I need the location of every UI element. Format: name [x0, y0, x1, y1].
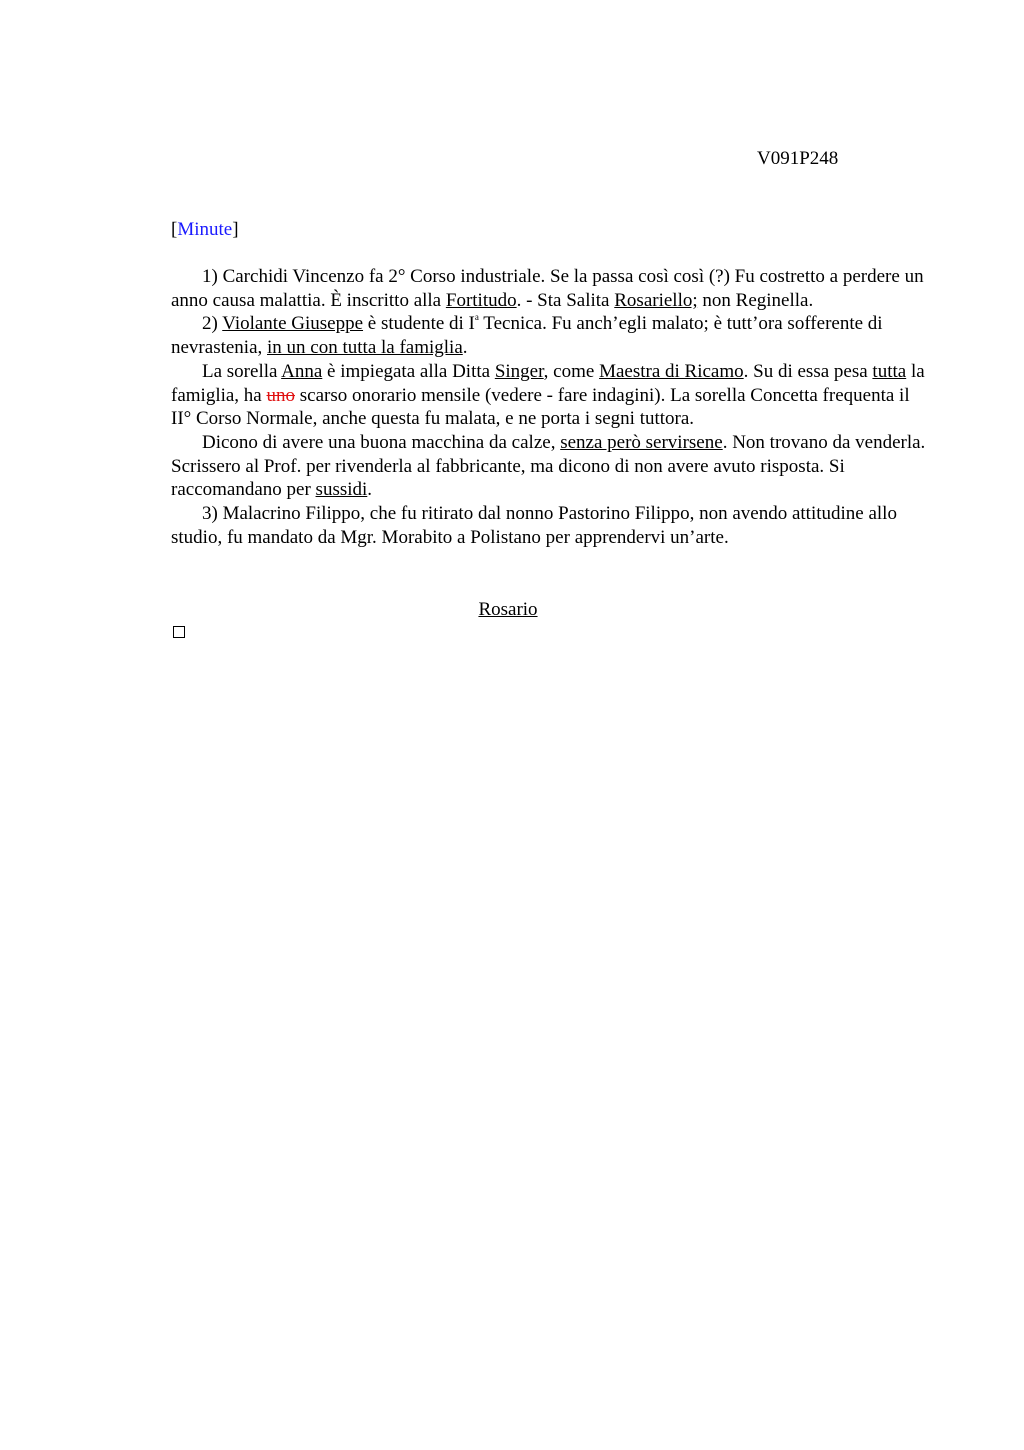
text-run: , come [543, 360, 600, 382]
paragraph-4 [171, 431, 931, 502]
checkbox-square-icon[interactable] [173, 626, 185, 638]
document-reference-code: V091P248 [757, 148, 839, 169]
underlined-rosariello: Rosariello; [614, 289, 698, 311]
underlined-violante-giuseppe: Violante Giuseppe [222, 313, 364, 335]
underlined-maestra-di-ricamo: Maestra di Ricamo [599, 360, 744, 382]
text-run: non Reginella. [697, 289, 814, 311]
document-body [171, 265, 931, 549]
text-run: . Non trovano da venderla. Scrissero al Prof. per rivenderla al fabbricante, ma dicono di non avere avuto risposta. Si raccomandano per [171, 431, 926, 501]
underlined-sussidi: sussidi [315, 479, 368, 501]
bracket-close: ] [232, 219, 239, 240]
superscript-a: a [474, 312, 479, 323]
paragraph-2 [171, 312, 931, 359]
text-run: 2) [202, 313, 223, 335]
section-label [171, 218, 239, 241]
underlined-singer: Singer [494, 360, 544, 382]
text-run: Dicono di avere una buona macchina da calze, [202, 431, 561, 453]
text-run: . [462, 337, 468, 359]
paragraph-1 [171, 265, 931, 312]
paragraph-5 [171, 502, 931, 549]
text-run: La sorella [202, 360, 282, 382]
signature-name: Rosario [478, 599, 538, 620]
text-run: è studente di I [363, 313, 475, 335]
bracket-open: [ [171, 219, 178, 240]
text-run: è impiegata alla Ditta [322, 360, 495, 382]
underlined-tutta: tutta [872, 360, 907, 382]
text-run: la famiglia, ha [171, 360, 925, 406]
text-run: scarso onorario mensile (vedere - fare indagini). La sorella Concetta frequenta il II° Corso Normale, anche questa fu malata, e ne porta i segni tuttora. [171, 384, 910, 430]
text-run: . Su di essa pesa [743, 360, 873, 382]
text-run: . [367, 479, 373, 501]
underlined-famiglia-phrase: in un con tutta la famiglia [267, 337, 463, 359]
struck-through-word: uno [266, 384, 295, 406]
underlined-senza-pero-servirsene: senza però servirsene [560, 431, 723, 453]
signature [0, 598, 1016, 621]
text-run: Tecnica. Fu anch’egli malato; è tutt’ora sofferente di nevrastenia, [171, 313, 883, 359]
text-run: . - Sta Salita [516, 289, 615, 311]
text-run: 1) Carchidi Vincenzo fa 2° Corso industriale. Se la passa così così (?) Fu costretto a perdere un anno causa malattia. È inscritto alla [171, 266, 924, 311]
minute-link[interactable]: Minute [177, 219, 233, 240]
paragraph-3 [171, 360, 931, 431]
underlined-anna: Anna [281, 360, 323, 382]
text-run: 3) Malacrino Filippo, che fu ritirato dal nonno Pastorino Filippo, non avendo attitudine allo studio, fu mandato da Mgr. Morabito a Polistano per apprendervi un’arte. [171, 503, 897, 548]
underlined-fortitudo: Fortitudo [445, 289, 517, 311]
